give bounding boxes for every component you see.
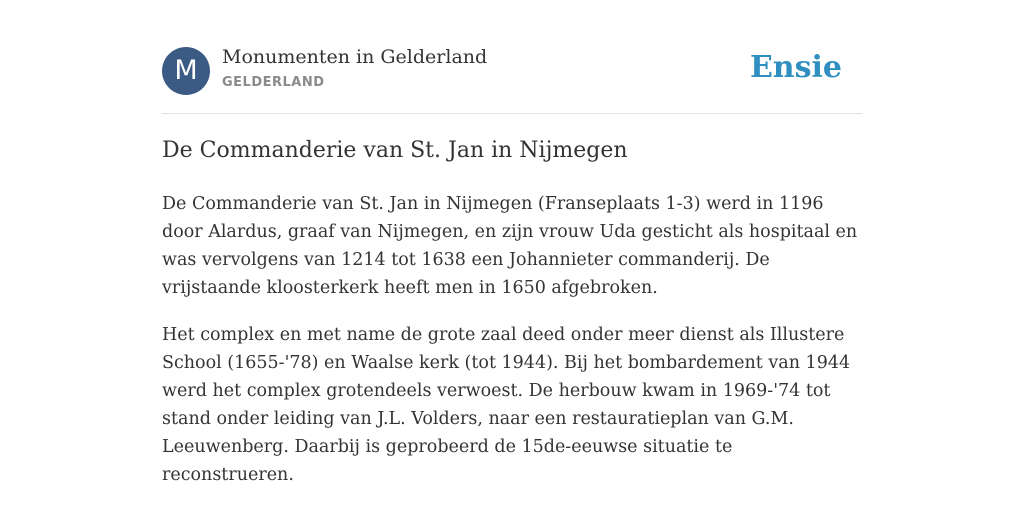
article-body — [162, 190, 862, 508]
article-title: De Commanderie van St. Jan in Nijmegen — [162, 138, 628, 163]
ensie-logo[interactable]: Ensie — [749, 50, 842, 85]
article-paragraph: Het complex en met name de grote zaal deed onder meer dienst als Illustere School (1655-'78) en Waalse kerk (tot 1944). Bij het bombardement van 1944 werd het complex grotendeels verwoest. De herbouw kwam in 1969-'74 tot stand onder leiding van J.L. Volders, naar een restauratieplan van G.M. Leeuwenberg. Daarbij is geprobeerd de 15de-eeuwse situatie te reconstrueren. — [162, 325, 851, 485]
site-subtitle-link[interactable]: GELDERLAND — [222, 75, 325, 90]
header — [162, 0, 862, 114]
site-title-link[interactable]: Monumenten in Gelderland — [222, 46, 488, 68]
entry-card — [162, 0, 862, 485]
avatar[interactable]: M — [162, 47, 210, 95]
article-paragraph: De Commanderie van St. Jan in Nijmegen (Franseplaats 1-3) werd in 1196 door Alardus, graaf van Nijmegen, en zijn vrouw Uda gesticht als hospitaal en was vervolgens van 1214 tot 1638 een Johannieter commanderij. De vrijstaande kloosterkerk heeft men in 1650 afgebroken. — [162, 194, 858, 298]
